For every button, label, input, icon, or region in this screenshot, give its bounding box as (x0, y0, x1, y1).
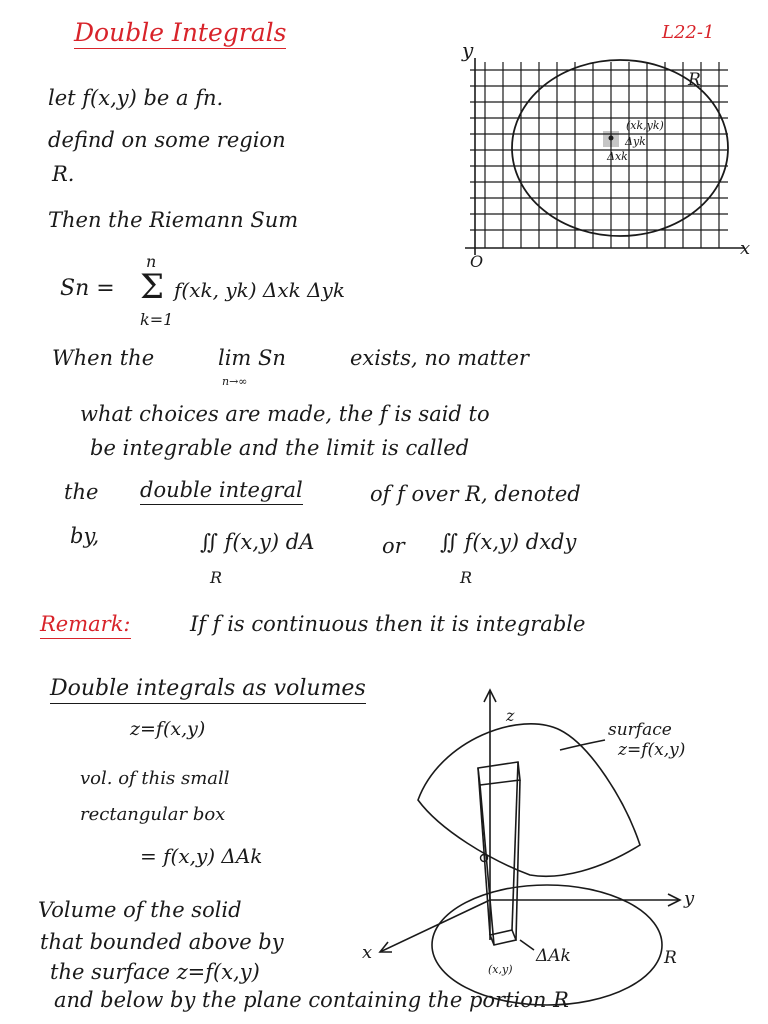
grid-point-label: (xk,yk) (626, 119, 664, 132)
integral-dxdy: ∬ f(x,y) dxdy (440, 530, 577, 554)
surface-label-line-2: z=f(x,y) (618, 740, 686, 760)
integral-da-region: R (210, 568, 223, 587)
surface-axis-z: z (506, 706, 515, 725)
surface-equation: z=f(x,y) (130, 718, 206, 740)
volumes-heading: Double integrals as volumes (50, 678, 366, 704)
base-region-ellipse (432, 885, 662, 1005)
riemann-sum-intro: Then the Riemann Sum (48, 208, 299, 232)
surface-region-label: R (664, 948, 677, 968)
surface-label-pointer (560, 740, 605, 750)
surface-axis-x: x (362, 942, 373, 963)
choices-line: what choices are made, the f is said to (80, 402, 490, 426)
base-point-label: (x,y) (488, 963, 513, 976)
over-text: of f over R, denoted (370, 482, 581, 506)
limit-prefix: When the (52, 346, 155, 370)
box-volume-line-2: rectangular box (80, 804, 226, 825)
solid-line-2: that bounded above by (40, 930, 284, 954)
base-area-label: ΔAk (536, 946, 571, 966)
surface-axis-y: y (684, 888, 695, 909)
surface-label-line-1: surface (608, 720, 672, 740)
page-title: Double Integrals (74, 18, 287, 47)
sigma-symbol: Σ (140, 267, 165, 307)
grid-axis-x: x (740, 238, 751, 259)
grid-dy-label: Δyk (625, 135, 646, 148)
sum-lower-limit: k=1 (140, 310, 174, 329)
limit-subscript: n→∞ (222, 375, 248, 388)
grid-origin: O (470, 252, 484, 271)
surface-outline (418, 724, 640, 876)
page-code: L22-1 (662, 22, 715, 43)
solid-line-1: Volume of the solid (38, 898, 242, 922)
x-axis (380, 900, 490, 952)
double-integral-term: double integral (140, 480, 303, 505)
box-volume-line-3: = f(x,y) ΔAk (140, 844, 263, 868)
grid-dx-label: Δxk (607, 150, 628, 163)
definition-line-3: R. (52, 162, 75, 186)
box-volume-line-1: vol. of this small (80, 768, 230, 789)
remark-label: Remark: (40, 614, 131, 639)
limit-suffix: exists, no matter (350, 346, 529, 370)
sum-upper-limit: n (146, 252, 157, 271)
base-label-pointer (520, 940, 534, 950)
integral-dxdy-region: R (460, 568, 473, 587)
grid-axis-y: y (462, 38, 474, 62)
definition-line-2: defind on some region (48, 128, 286, 152)
the-word: the (64, 480, 99, 504)
sum-lhs: Sn = (60, 276, 115, 301)
integral-da: ∬ f(x,y) dA (200, 530, 315, 554)
solid-line-3: the surface z=f(x,y) (50, 960, 260, 984)
definition-line-1: let f(x,y) be a fn. (48, 86, 224, 110)
integrable-line: be integrable and the limit is called (90, 436, 470, 460)
remark-text: If f is continuous then it is integrable (190, 612, 586, 636)
grid-region-label: R (688, 70, 701, 90)
sum-body: f(xk, yk) Δxk Δyk (174, 278, 345, 302)
box-edge-2 (480, 785, 494, 945)
box-top (478, 762, 520, 785)
limit-expression: lim Sn (218, 346, 286, 370)
by-text: by, (70, 524, 100, 548)
or-text: or (382, 534, 405, 558)
solid-line-4: and below by the plane containing the portion R (54, 988, 569, 1012)
